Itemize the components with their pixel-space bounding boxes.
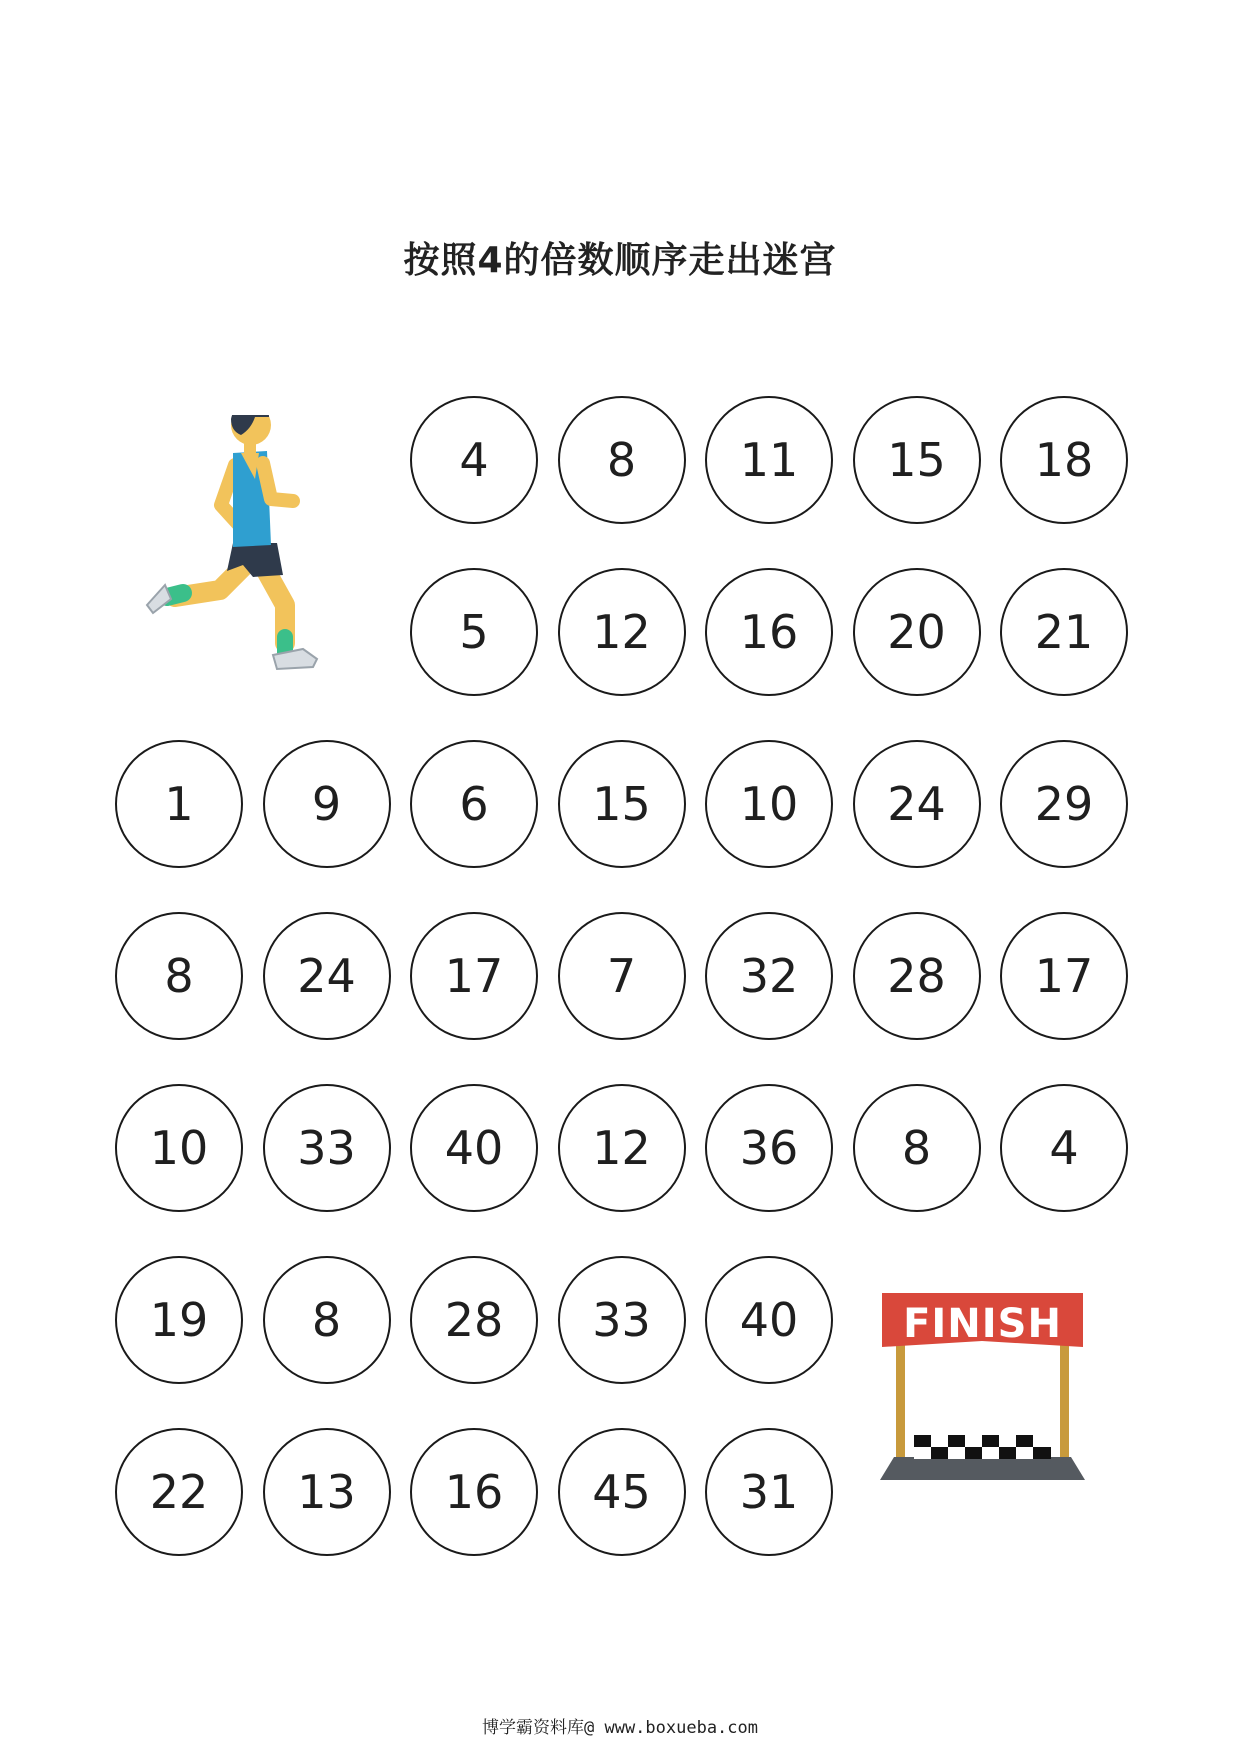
maze-cell[interactable]: 6: [410, 740, 538, 868]
maze-cell[interactable]: 5: [410, 568, 538, 696]
maze-cell[interactable]: 32: [705, 912, 833, 1040]
maze-cell[interactable]: 4: [1000, 1084, 1128, 1212]
maze-cell[interactable]: 28: [853, 912, 981, 1040]
maze-cell[interactable]: 7: [558, 912, 686, 1040]
maze-cell[interactable]: 8: [263, 1256, 391, 1384]
maze-cell[interactable]: 17: [410, 912, 538, 1040]
maze-cell[interactable]: 8: [115, 912, 243, 1040]
page-title: 按照4的倍数顺序走出迷宫: [403, 240, 837, 281]
maze-cell[interactable]: 33: [263, 1084, 391, 1212]
maze-cell[interactable]: 20: [853, 568, 981, 696]
finish-line: [880, 1285, 1085, 1485]
maze-cell[interactable]: 18: [1000, 396, 1128, 524]
maze-cell[interactable]: 16: [410, 1428, 538, 1556]
maze-cell[interactable]: 21: [1000, 568, 1128, 696]
maze-cell[interactable]: 10: [115, 1084, 243, 1212]
maze-cell[interactable]: 11: [705, 396, 833, 524]
maze-cell[interactable]: 17: [1000, 912, 1128, 1040]
maze-cell[interactable]: 36: [705, 1084, 833, 1212]
maze-cell[interactable]: 9: [263, 740, 391, 868]
maze-cell[interactable]: 10: [705, 740, 833, 868]
maze-cell[interactable]: 45: [558, 1428, 686, 1556]
maze-cell[interactable]: 24: [263, 912, 391, 1040]
maze-cell[interactable]: 40: [705, 1256, 833, 1384]
finish-label: FINISH: [903, 1301, 1062, 1347]
maze-cell[interactable]: 40: [410, 1084, 538, 1212]
maze-cell[interactable]: 22: [115, 1428, 243, 1556]
maze-cell[interactable]: 19: [115, 1256, 243, 1384]
maze-cell[interactable]: 1: [115, 740, 243, 868]
maze-cell[interactable]: 29: [1000, 740, 1128, 868]
maze-cell[interactable]: 15: [853, 396, 981, 524]
maze-cell[interactable]: 33: [558, 1256, 686, 1384]
maze-cell[interactable]: 4: [410, 396, 538, 524]
maze-cell[interactable]: 31: [705, 1428, 833, 1556]
maze-cell[interactable]: 12: [558, 1084, 686, 1212]
footer-watermark: 博学霸资料库@ www.boxueba.com: [482, 1718, 758, 1738]
maze-cell[interactable]: 15: [558, 740, 686, 868]
maze-cell[interactable]: 28: [410, 1256, 538, 1384]
maze-cell[interactable]: 16: [705, 568, 833, 696]
maze-cell[interactable]: 12: [558, 568, 686, 696]
maze-cell[interactable]: 13: [263, 1428, 391, 1556]
maze-cell[interactable]: 8: [853, 1084, 981, 1212]
maze-cell[interactable]: 24: [853, 740, 981, 868]
maze-cell[interactable]: 8: [558, 396, 686, 524]
